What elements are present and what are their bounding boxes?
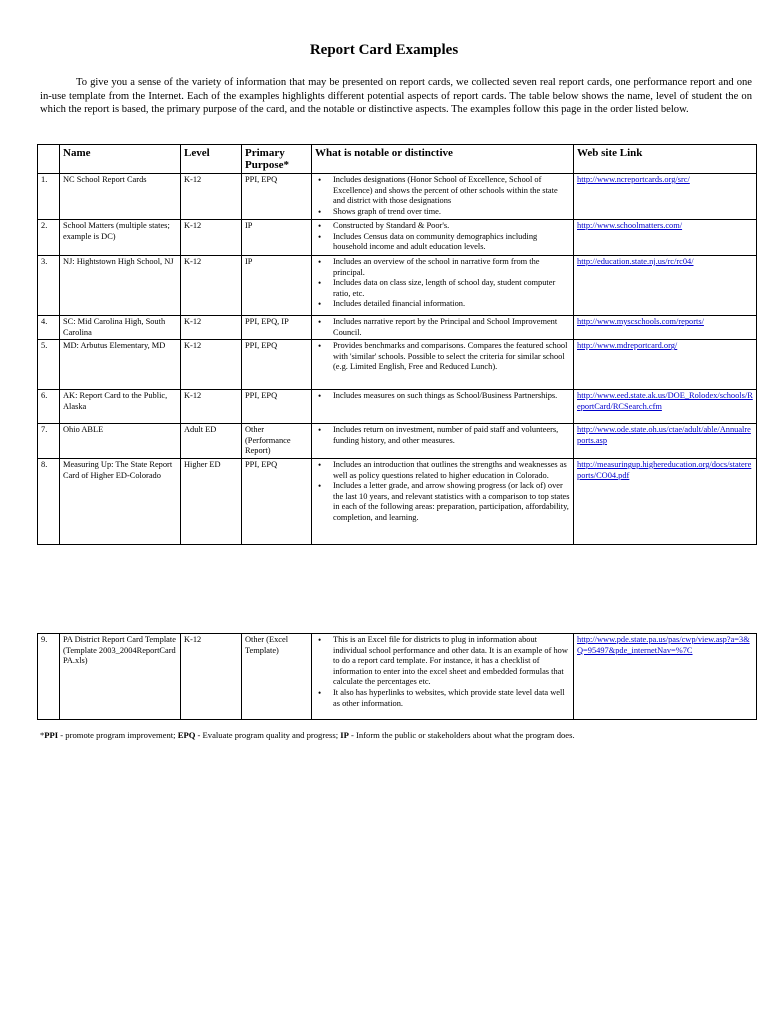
- notes-item: • Includes a letter grade, and arrow showing progress (or lack of) over the last 10 years, and relevant statistics with a comparison to top states in each of the following areas: preparation, participation, affordability, completion, and learning.: [315, 481, 570, 523]
- table-row: [38, 634, 757, 720]
- row-purpose: PPI, EPQ: [242, 458, 312, 544]
- web-site-link[interactable]: http://www.mdreportcard.org/: [577, 341, 678, 351]
- row-name: PA District Report Card Template (Template 2003_2004ReportCard PA.xls): [60, 634, 181, 720]
- notes-list: [315, 221, 570, 253]
- row-link-cell: [574, 458, 757, 544]
- row-number: 3.: [38, 256, 60, 316]
- table-row: [38, 174, 757, 220]
- footnote: *PPI - promote program improvement; EPQ - Evaluate program quality and progress; IP - Inform the public or stakeholders about what the program does.: [40, 730, 575, 740]
- notes-list: [315, 460, 570, 524]
- notes-item: • It also has hyperlinks to websites, which provide state level data well as other information.: [315, 688, 570, 709]
- row-level: K-12: [181, 220, 242, 256]
- row-number: 1.: [38, 174, 60, 220]
- header-link: Web site Link: [574, 145, 757, 174]
- header-notable: What is notable or distinctive: [312, 145, 574, 174]
- table-row: [38, 316, 757, 340]
- row-number: 7.: [38, 424, 60, 459]
- row-notable: [312, 424, 574, 459]
- row-name: NC School Report Cards: [60, 174, 181, 220]
- notes-item: • Includes narrative report by the Principal and School Improvement Council.: [315, 317, 570, 338]
- notes-item: • Shows graph of trend over time.: [315, 207, 570, 218]
- notes-item: • Includes return on investment, number of paid staff and volunteers, funding history, and other measures.: [315, 425, 570, 446]
- row-number: 4.: [38, 316, 60, 340]
- row-name: School Matters (multiple states; example is DC): [60, 220, 181, 256]
- notes-item: • Includes Census data on community demographics including household income and adult education levels.: [315, 232, 570, 253]
- row-notable: [312, 340, 574, 390]
- row-notable: [312, 316, 574, 340]
- row-level: K-12: [181, 634, 242, 720]
- table-row: [38, 458, 757, 544]
- row-link-cell: [574, 634, 757, 720]
- intro-paragraph: To give you a sense of the variety of information that may be presented on report cards, we collected seven real report cards, one performance report and one in-use template from the Internet. Each of the examples highlights different potential aspects of report cards. The table below shows the name, level of student the on which the report is based, the primary purpose of the card, and the notable or distinctive aspects. The examples follow this page in the order listed below.: [40, 77, 752, 116]
- row-purpose: PPI, EPQ: [242, 340, 312, 390]
- web-site-link[interactable]: http://www.schoolmatters.com/: [577, 221, 683, 230]
- header-purpose: Primary Purpose*: [242, 145, 312, 174]
- notes-list: [315, 391, 570, 402]
- notes-item: • Constructed by Standard & Poor's.: [315, 221, 570, 232]
- notes-list: [315, 425, 570, 446]
- row-link-cell: [574, 340, 757, 390]
- web-site-link[interactable]: http://measuringup.highereducation.org/docs/statereports/CO04.pdf: [577, 459, 752, 480]
- notes-item: • Includes detailed financial information.: [315, 299, 570, 310]
- table-row: [38, 390, 757, 424]
- row-notable: [312, 256, 574, 316]
- row-purpose: Other (Performance Report): [242, 424, 312, 459]
- row-number: 9.: [38, 634, 60, 720]
- row-number: 8.: [38, 458, 60, 544]
- row-number: 2.: [38, 220, 60, 256]
- row-notable: [312, 220, 574, 256]
- row-name: Measuring Up: The State Report Card of Higher ED-Colorado: [60, 458, 181, 544]
- notes-item: • Includes designations (Honor School of Excellence, School of Excellence) and shows the percent of other schools within the state and district with those designations: [315, 175, 570, 207]
- row-number: 6.: [38, 390, 60, 424]
- notes-item: • Includes an introduction that outlines the strengths and weaknesses as well as policy questions related to higher education in Colorado.: [315, 460, 570, 481]
- row-name: NJ: Hightstown High School, NJ: [60, 256, 181, 316]
- notes-list: [315, 257, 570, 310]
- row-purpose: PPI, EPQ, IP: [242, 316, 312, 340]
- row-notable: [312, 174, 574, 220]
- row-notable: [312, 458, 574, 544]
- row-link-cell: [574, 256, 757, 316]
- notes-list: [315, 317, 570, 338]
- row-level: Higher ED: [181, 458, 242, 544]
- row-level: K-12: [181, 174, 242, 220]
- row-purpose: PPI, EPQ: [242, 390, 312, 424]
- header-level: Level: [181, 145, 242, 174]
- row-link-cell: [574, 220, 757, 256]
- row-purpose: PPI, EPQ: [242, 174, 312, 220]
- notes-list: [315, 635, 570, 709]
- row-purpose: Other (Excel Template): [242, 634, 312, 720]
- row-number: 5.: [38, 340, 60, 390]
- web-site-link[interactable]: http://education.state.nj.us/rc/rc04/: [577, 257, 694, 266]
- header-name: Name: [60, 145, 181, 174]
- row-name: Ohio ABLE: [60, 424, 181, 459]
- web-site-link[interactable]: http://www.ncreportcards.org/src/: [577, 175, 690, 184]
- web-site-link[interactable]: http://www.pde.state.pa.us/pas/cwp/view.asp?a=3&Q=95497&pde_internetNav=%7C: [577, 635, 750, 655]
- web-site-link[interactable]: http://www.myscschools.com/reports/: [577, 317, 704, 326]
- row-level: K-12: [181, 340, 242, 390]
- notes-list: [315, 341, 570, 373]
- notes-list: [315, 175, 570, 217]
- row-link-cell: [574, 316, 757, 340]
- row-link-cell: [574, 390, 757, 424]
- page-title: Report Card Examples: [309, 42, 459, 58]
- row-name: MD: Arbutus Elementary, MD: [60, 340, 181, 390]
- row-link-cell: [574, 174, 757, 220]
- row-level: Adult ED: [181, 424, 242, 459]
- row-name: AK: Report Card to the Public, Alaska: [60, 390, 181, 424]
- web-site-link[interactable]: http://www.eed.state.ak.us/DOE_Rolodex/schools/ReportCard/RCSearch.cfm: [577, 391, 753, 411]
- table-row: [38, 256, 757, 316]
- report-card-table: [37, 144, 757, 545]
- row-purpose: IP: [242, 220, 312, 256]
- row-level: K-12: [181, 316, 242, 340]
- notes-item: • Includes measures on such things as School/Business Partnerships.: [315, 391, 570, 402]
- table-header-row: [38, 145, 757, 174]
- notes-item: • Includes an overview of the school in narrative form from the principal.: [315, 257, 570, 278]
- header-number: [38, 145, 60, 174]
- table-row: [38, 220, 757, 256]
- web-site-link[interactable]: http://www.ode.state.oh.us/ctae/adult/able/Annualreports.asp: [577, 425, 751, 445]
- row-name: SC: Mid Carolina High, South Carolina: [60, 316, 181, 340]
- notes-item: • Provides benchmarks and comparisons. Compares the featured school with 'similar' schools. Possible to select the criteria for similar school (e.g. Limited English, Free and Reduced Lunch).: [315, 341, 570, 373]
- row-purpose: IP: [242, 256, 312, 316]
- row-notable: [312, 634, 574, 720]
- table-row: [38, 340, 757, 390]
- table-row: [38, 424, 757, 459]
- row-level: K-12: [181, 390, 242, 424]
- notes-item: • Includes data on class size, length of school day, student computer ratio, etc.: [315, 278, 570, 299]
- notes-item: • This is an Excel file for districts to plug in information about individual school performance and other data. It is an example of how to do a report card template. For instance, it has a checklist of information to enter into the excel sheet and embedded formulas that calculate the percentages etc.: [315, 635, 570, 688]
- row-level: K-12: [181, 256, 242, 316]
- row-link-cell: [574, 424, 757, 459]
- row-notable: [312, 390, 574, 424]
- report-card-table-continued: [37, 633, 757, 720]
